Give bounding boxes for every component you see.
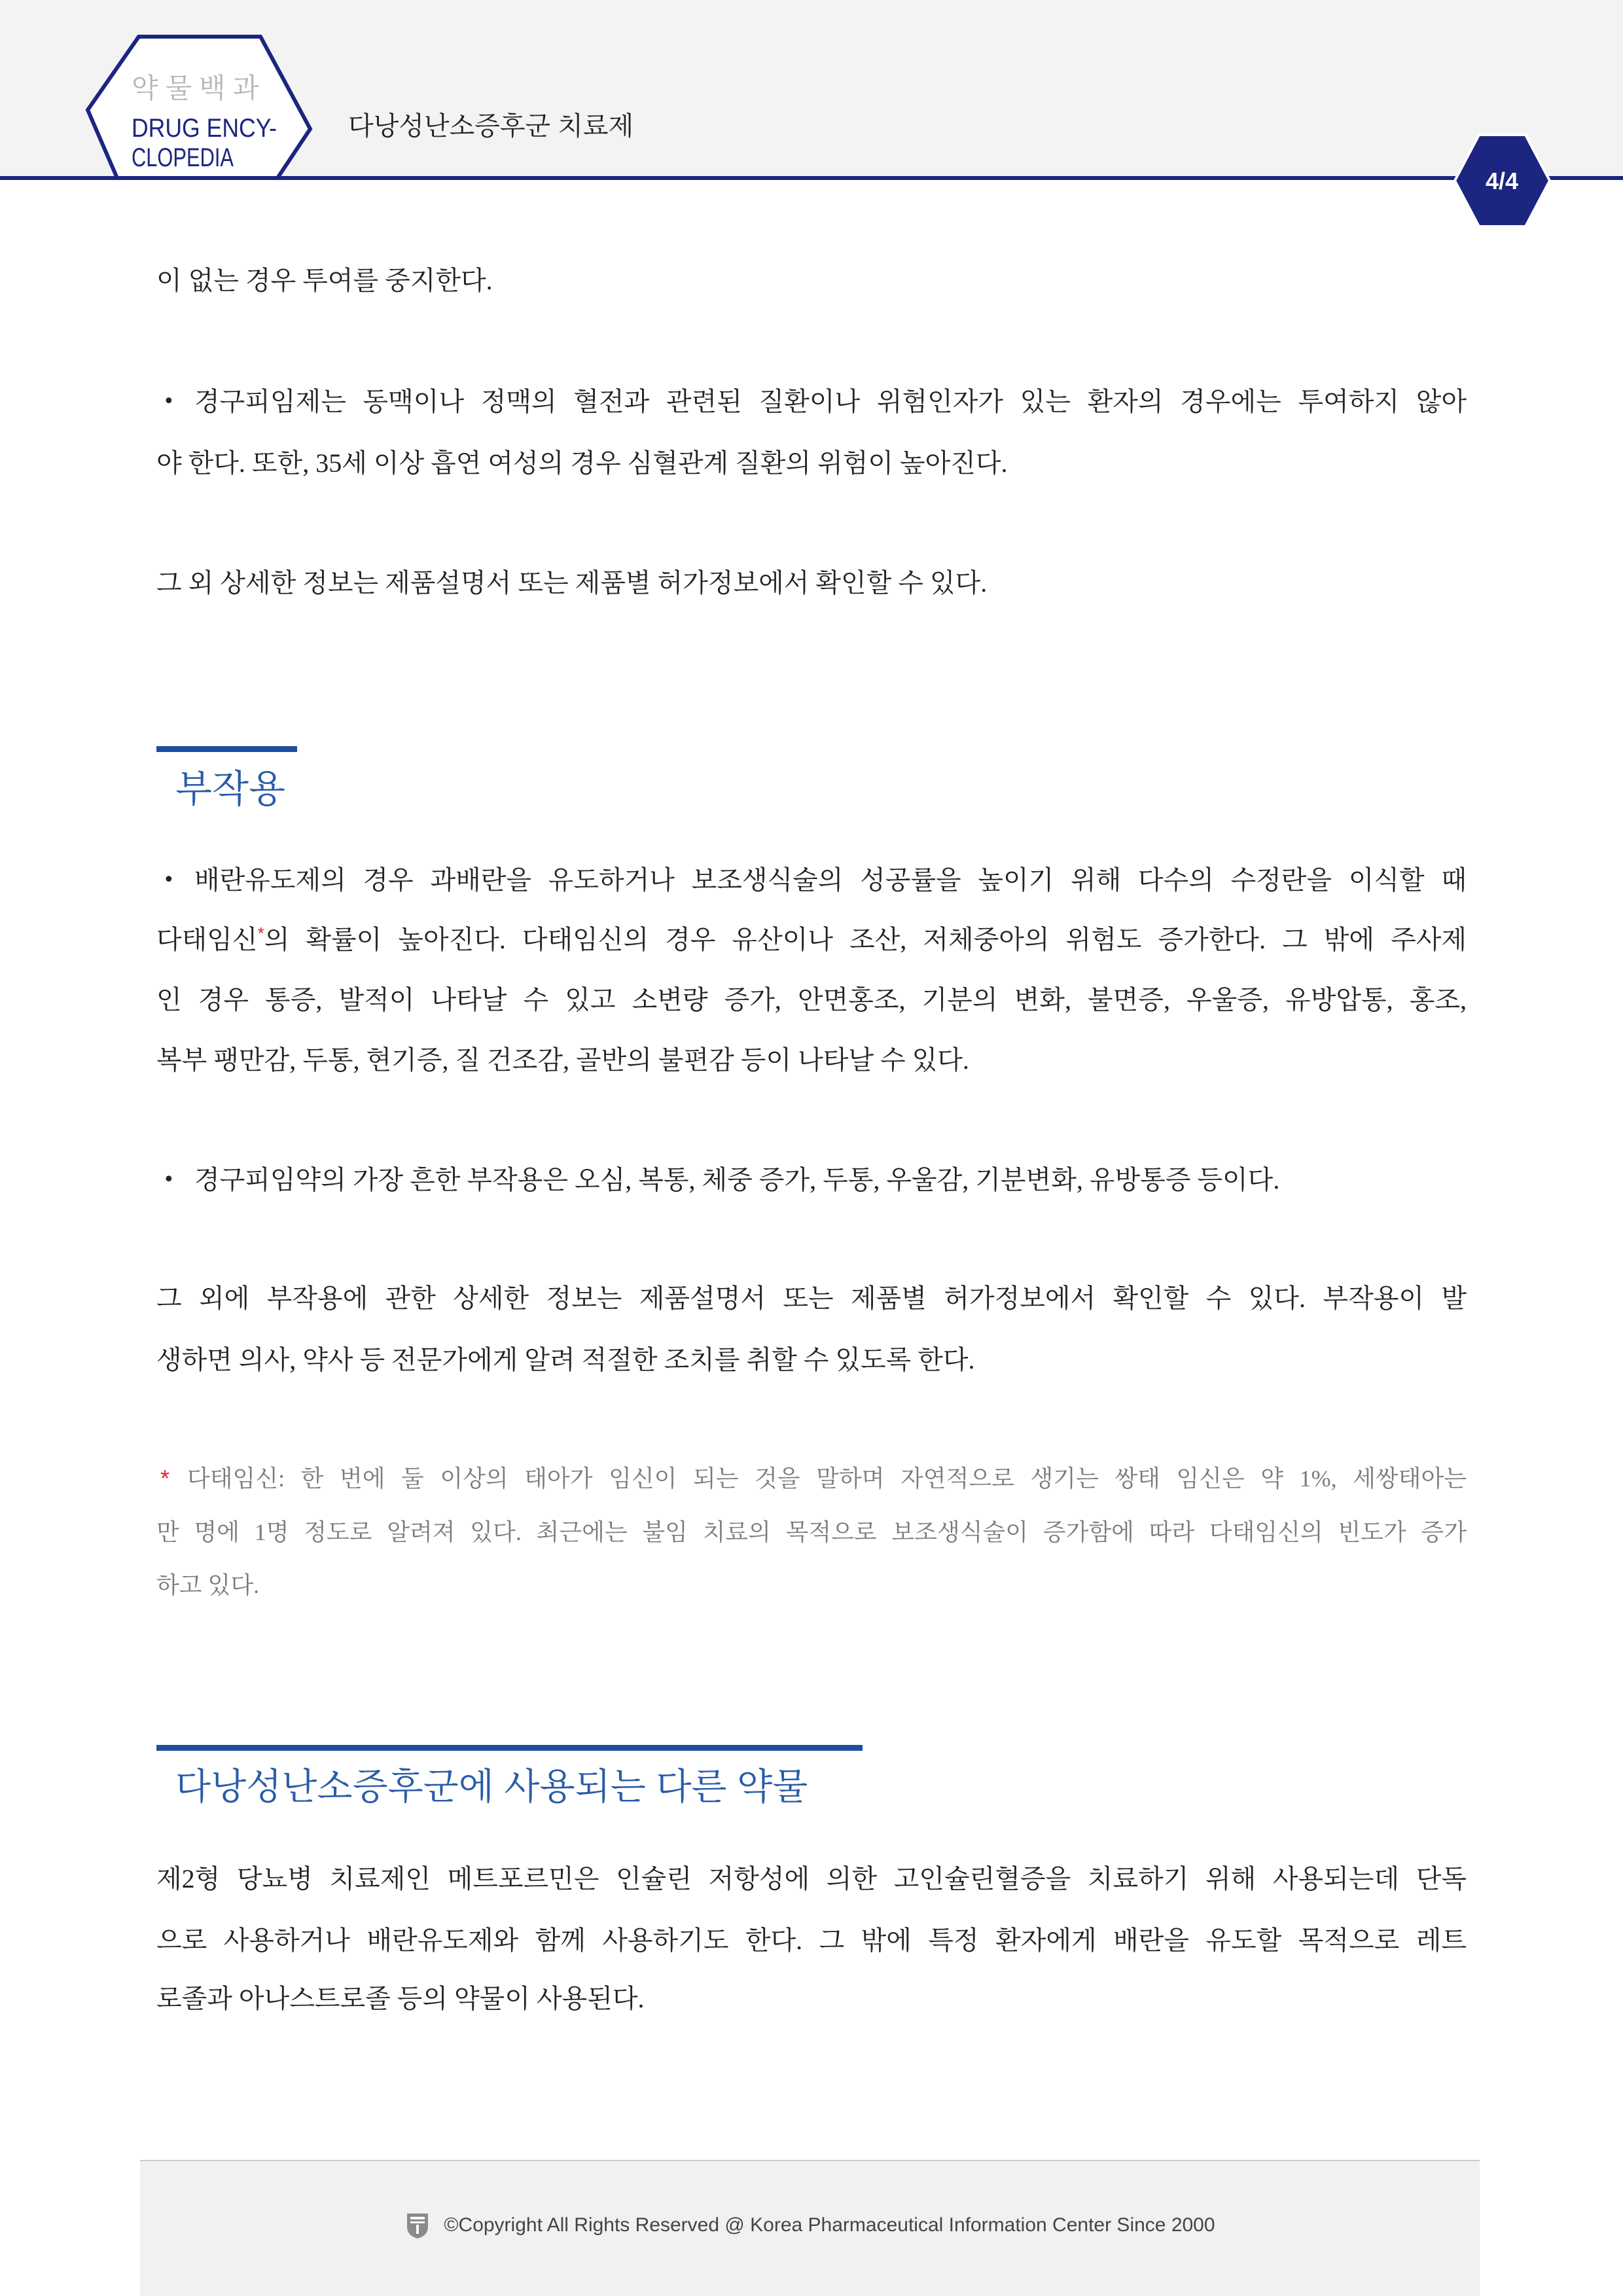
more-info-note: 그 외 상세한 정보는 제품설명서 또는 제품별 허가정보에서 확인할 수 있다. <box>156 568 988 598</box>
reporting-note-line: 생하면 의사, 약사 등 전문가에게 알려 적절한 조치를 취할 수 있도록 한다. <box>156 1345 975 1374</box>
side-effects-bullet-ovulation <box>156 861 1467 900</box>
footnote-reference-mark: * <box>257 924 264 943</box>
multiple-pregnancy-term: 다태임신 <box>156 925 258 954</box>
page-footer <box>140 2160 1480 2296</box>
continued-text: 이 없는 경우 투여를 중지한다. <box>156 266 493 295</box>
logo-name-en-line1: DRUG ENCY- <box>132 114 277 143</box>
bullet-text-line: 인 경우 통증, 발적이 나타날 수 있고 소변량 증가, 안면홍조, 기분의 변화, 불면증, 우울증, 유방압통, 홍조, <box>156 985 1467 1014</box>
footnote-line: 만 명에 1명 정도로 알려져 있다. 최근에는 불임 치료의 목적으로 보조생식술이 증가함에 따라 다태임신의 빈도가 증가 <box>156 1519 1467 1545</box>
side-effects-bullet-oral-contraceptives <box>156 1160 1467 1200</box>
bullet-text-continuation: 의 확률이 높아진다. 다태임신의 경우 유산이나 조산, 저체중아의 위험도 증가한다. 그 밖에 주사제 <box>264 925 1467 954</box>
logo-name-en-line2: CLOPEDIA <box>132 143 234 172</box>
section-rule <box>156 746 297 752</box>
other-drugs-line: 로졸과 아나스트로졸 등의 약물이 사용된다. <box>156 1984 645 2013</box>
page-indicator: 4/4 <box>1485 168 1519 194</box>
other-drugs-line: 으로 사용하거나 배란유도제와 함께 사용하기도 한다. 그 밖에 특정 환자에게 배란을 유도할 목적으로 레트 <box>156 1926 1467 1955</box>
bullet-text-line: 경구피임약의 가장 흔한 부작용은 오심, 복통, 체중 증가, 두통, 우울감, 기분변화, 유방통증 등이다. <box>194 1165 1280 1194</box>
copyright-text: ©Copyright All Rights Reserved @ Korea Pharmaceutical Information Center Since 2000 <box>444 2214 1215 2236</box>
section-heading-side-effects: 부작용 <box>175 768 286 810</box>
logo-name-ko: 약물백과 <box>132 73 259 103</box>
document-title: 다낭성난소증후군 치료제 <box>348 112 634 141</box>
bullet-marker: • <box>163 1168 175 1191</box>
kpic-emblem-icon <box>404 2211 431 2240</box>
bullet-text-line: 야 한다. 또한, 35세 이상 흡연 여성의 경우 심혈관계 질환의 위험이 높아진다. <box>156 448 1008 478</box>
footnote-line: 다태임신: 한 번에 둘 이상의 태아가 임신이 되는 것을 말하며 자연적으로 생기는 쌍태 임신은 약 1%, 세쌍태아는 <box>187 1465 1467 1492</box>
bullet-text-line <box>156 920 1467 960</box>
contraindication-bullet <box>156 382 1467 422</box>
section-rule <box>156 1745 863 1751</box>
page-header <box>0 0 1623 236</box>
section-heading-other-drugs: 다낭성난소증후군에 사용되는 다른 약물 <box>175 1766 808 1807</box>
other-drugs-line: 제2형 당뇨병 치료제인 메트포르민은 인슐린 저항성에 의한 고인슐린혈증을 치료하기 위해 사용되는데 단독 <box>156 1864 1467 1893</box>
bullet-text-line: 복부 팽만감, 두통, 현기증, 질 건조감, 골반의 불편감 등이 나타날 수 있다. <box>156 1045 969 1075</box>
footer-copyright-row <box>140 2211 1480 2240</box>
bullet-marker: • <box>163 869 175 891</box>
reporting-note-line: 그 외에 부작용에 관한 상세한 정보는 제품설명서 또는 제품별 허가정보에서 확인할 수 있다. 부작용이 발 <box>156 1283 1467 1313</box>
bullet-text-line: 경구피임제는 동맥이나 정맥의 혈전과 관련된 질환이나 위험인자가 있는 환자의 경우에는 투여하지 않아 <box>194 387 1467 416</box>
footnote-mark: * <box>160 1465 170 1492</box>
bullet-marker: • <box>163 390 175 413</box>
footnote-line: 하고 있다. <box>156 1572 260 1598</box>
footnote <box>156 1459 1467 1498</box>
bullet-text-line: 배란유도제의 경우 과배란을 유도하거나 보조생식술의 성공률을 높이기 위해 다수의 수정란을 이식할 때 <box>194 865 1467 895</box>
